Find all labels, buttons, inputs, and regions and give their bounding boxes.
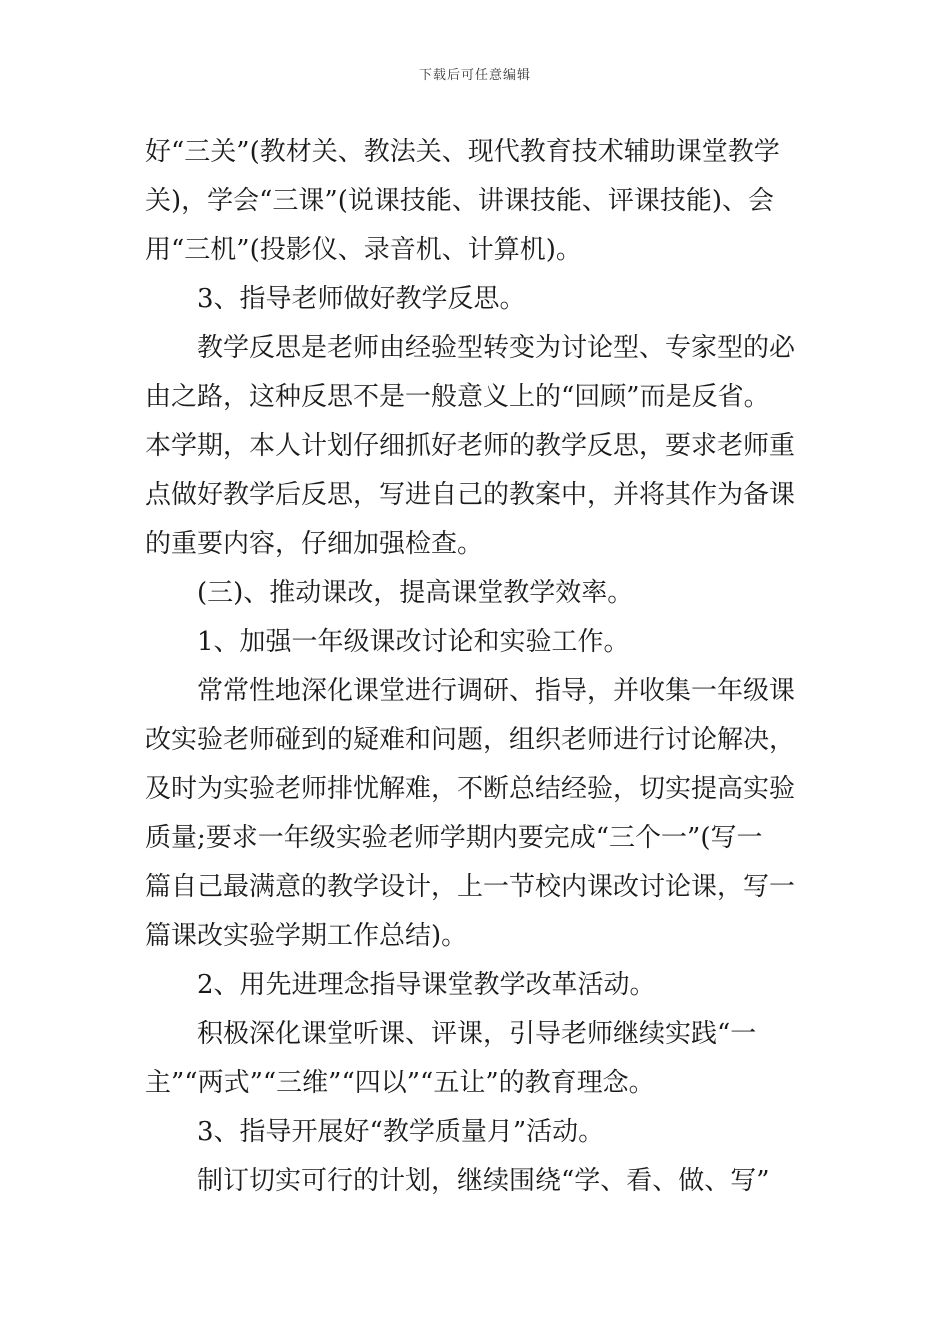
text-line: 2、用先进理念指导课堂教学改革活动。 <box>197 970 656 1000</box>
text-line: 及时为实验老师排忧解难，不断总结经验，切实提高实验 <box>145 774 796 804</box>
text-line: (三)、推动课改，提高课堂教学效率。 <box>197 578 634 608</box>
text-line: 用“三机”(投影仪、录音机、计算机)。 <box>145 235 582 265</box>
page-header: 下载后可任意编辑 <box>418 68 531 83</box>
text-line: 积极深化课堂听课、评课，引导老师继续实践“一 <box>197 1019 757 1049</box>
text-line: 篇自己最满意的教学设计，上一节校内课改讨论课，写一 <box>145 872 796 902</box>
text-line: 主”“两式”“三维”“四以”“五让”的教育理念。 <box>145 1068 655 1098</box>
text-line: 关)，学会“三课”(说课技能、讲课技能、评课技能)、会 <box>145 186 775 216</box>
text-line: 点做好教学后反思，写进自己的教案中，并将其作为备课 <box>145 480 796 510</box>
text-line: 1、加强一年级课改讨论和实验工作。 <box>197 627 630 657</box>
text-line: 本学期，本人计划仔细抓好老师的教学反思，要求老师重 <box>145 431 796 461</box>
document-body <box>145 128 810 1206</box>
text-line: 篇课改实验学期工作总结)。 <box>145 921 468 951</box>
text-line: 由之路，这种反思不是一般意义上的“回顾”而是反省。 <box>145 382 770 412</box>
text-line: 好“三关”(教材关、教法关、现代教育技术辅助课堂教学 <box>145 137 780 167</box>
text-line: 制订切实可行的计划，继续围绕“学、看、做、写” <box>197 1166 770 1196</box>
text-line: 教学反思是老师由经验型转变为讨论型、专家型的必 <box>197 333 796 363</box>
text-line: 常常性地深化课堂进行调研、指导，并收集一年级课 <box>197 676 796 706</box>
text-line: 质量;要求一年级实验老师学期内要完成“三个一”(写一 <box>145 823 763 853</box>
text-line: 3、指导老师做好教学反思。 <box>197 284 526 314</box>
text-line: 3、指导开展好“教学质量月”活动。 <box>197 1117 605 1147</box>
text-line: 的重要内容，仔细加强检查。 <box>145 529 484 559</box>
text-line: 改实验老师碰到的疑难和问题，组织老师进行讨论解决， <box>145 725 796 755</box>
